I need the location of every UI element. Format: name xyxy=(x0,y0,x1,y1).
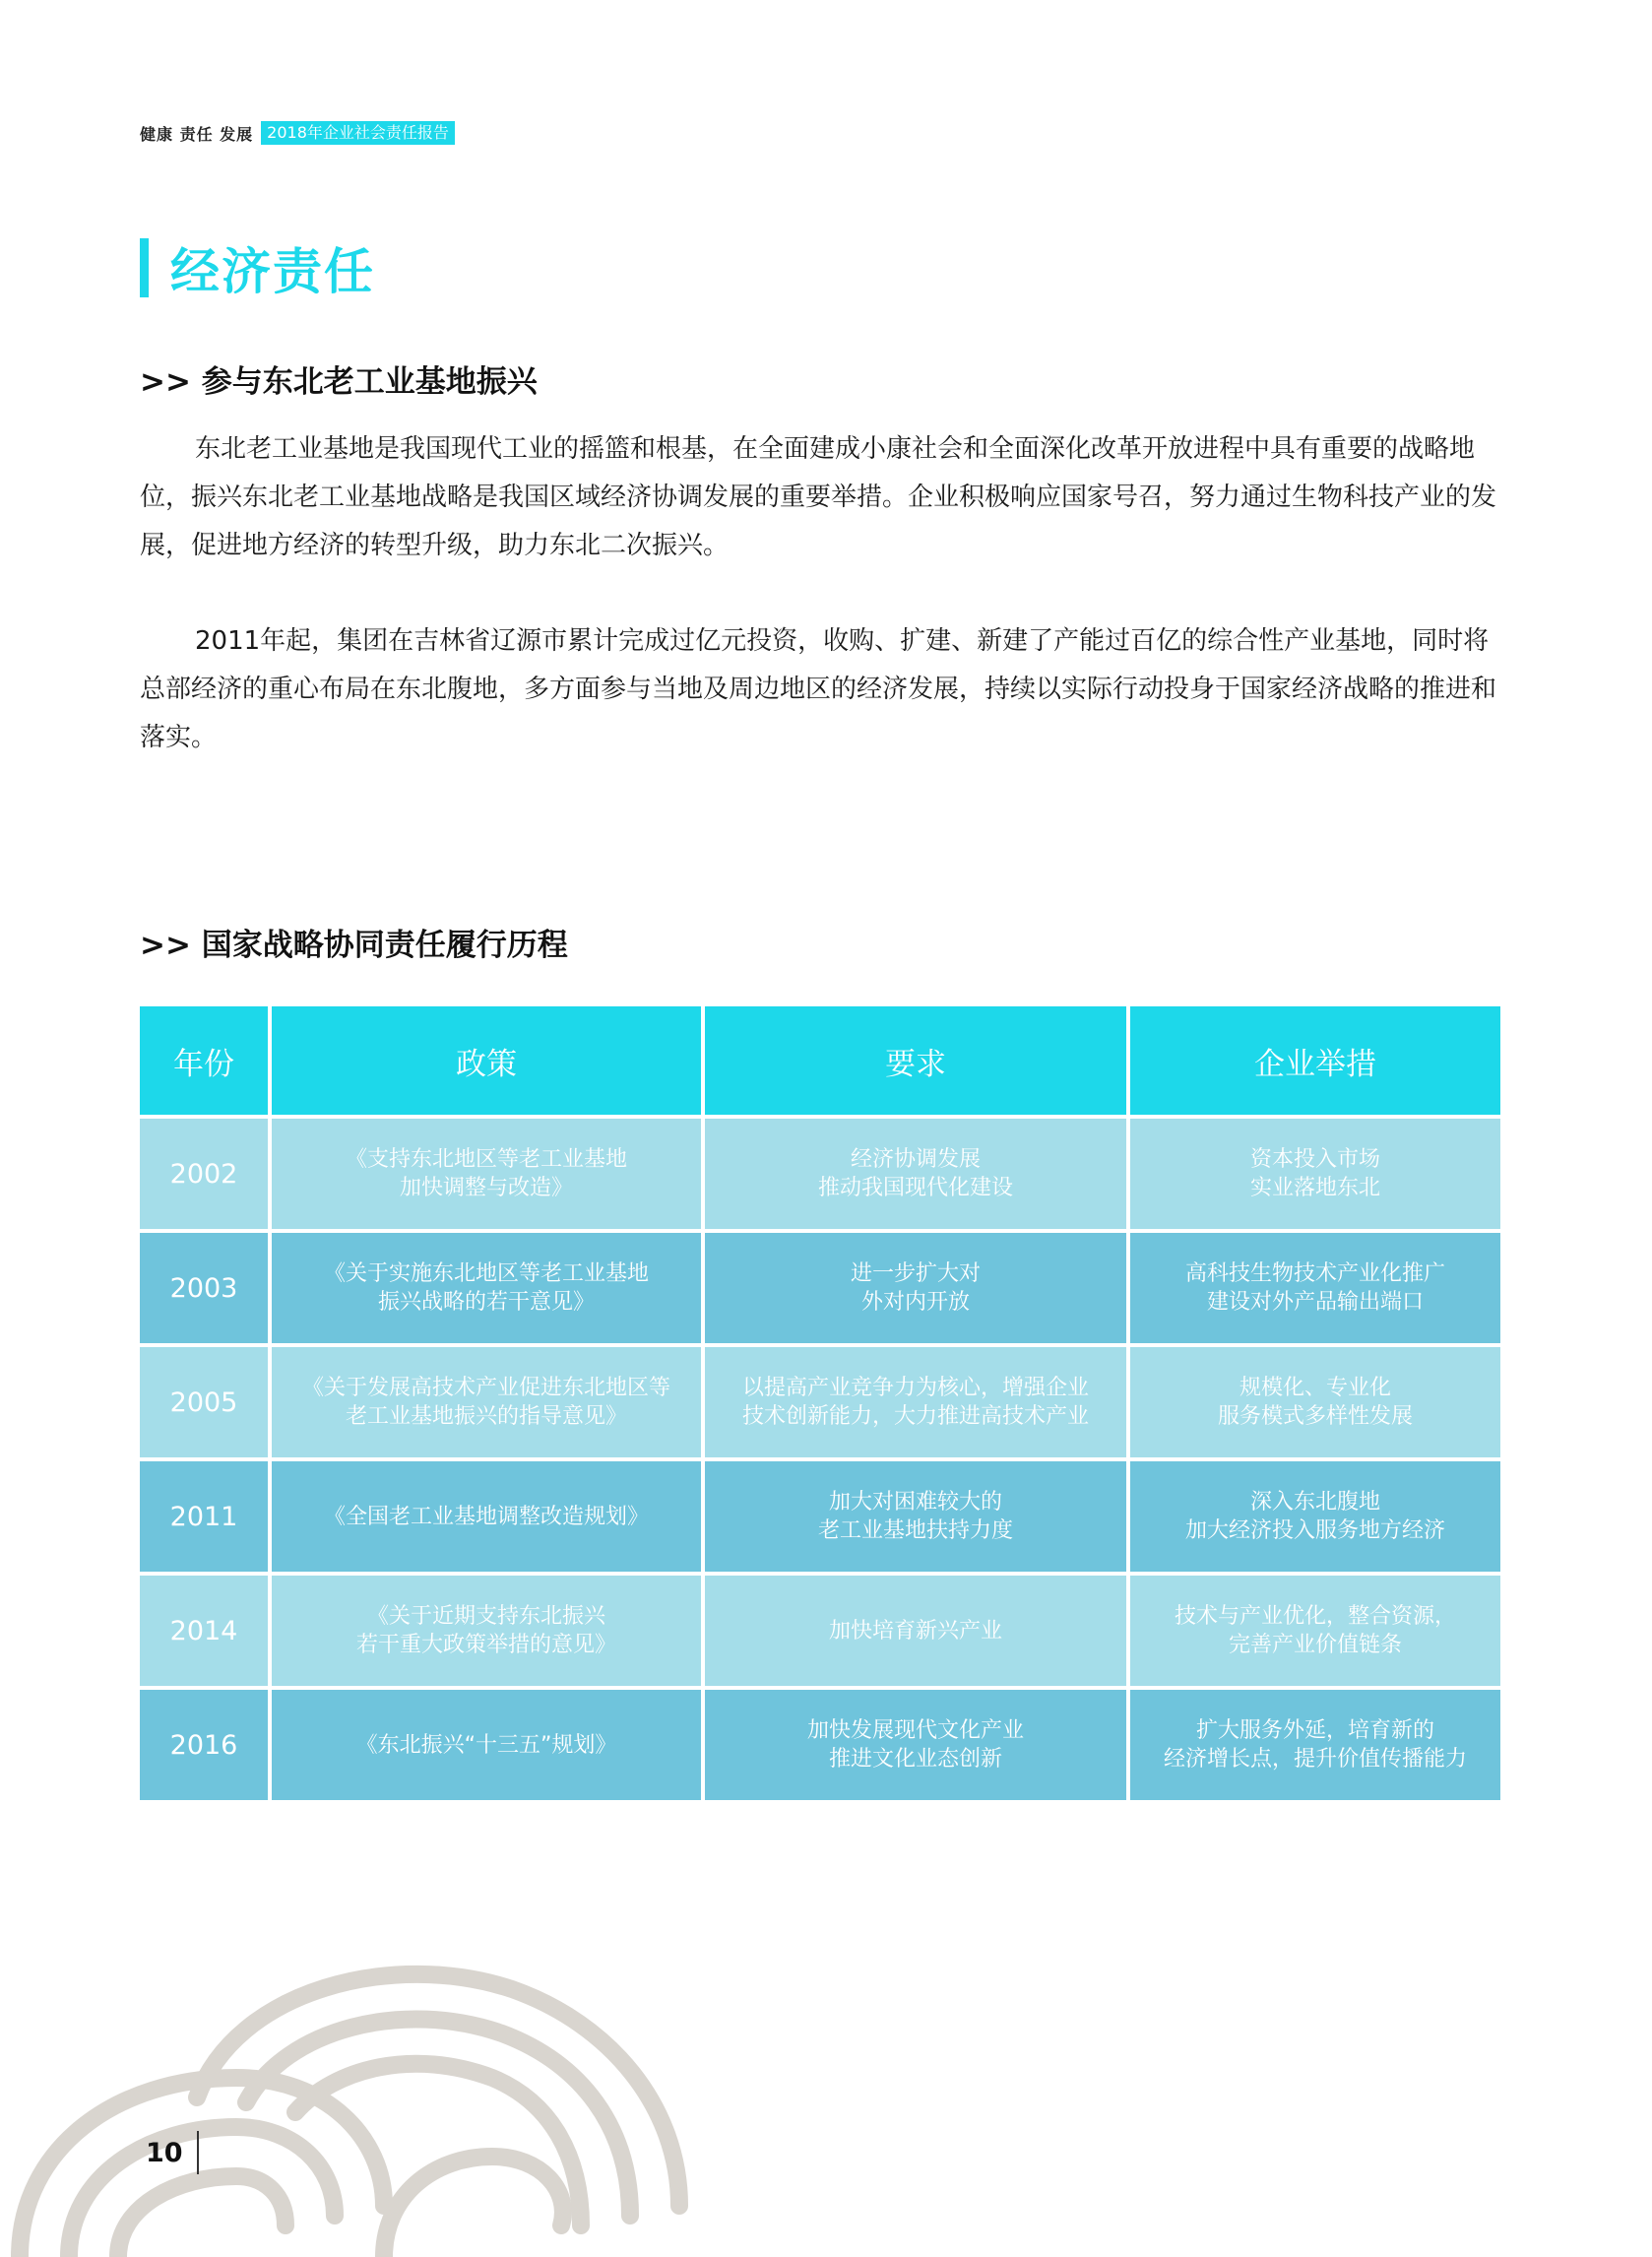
section-title xyxy=(140,236,375,299)
cell-policy: 《关于近期支持东北振兴 若干重大政策举措的意见》 xyxy=(272,1576,701,1686)
cell-policy: 《全国老工业基地调整改造规划》 xyxy=(272,1461,701,1572)
header-action: 企业举措 xyxy=(1130,1006,1500,1115)
cell-action: 高科技生物技术产业化推广 建设对外产品输出端口 xyxy=(1130,1233,1500,1343)
paragraph-1: 东北老工业基地是我国现代工业的摇篮和根基，在全面建成小康社会和全面深化改革开放进程中具有重要的战略地位，振兴东北老工业基地战略是我国区域经济协调发展的重要举措。企业积极响应国家号召，努力通过生物科技产业的发展，促进地方经济的转型升级，助力东北二次振兴。 xyxy=(140,434,1497,560)
table-row xyxy=(140,1347,1500,1457)
cell-action: 规模化、专业化 服务模式多样性发展 xyxy=(1130,1347,1500,1457)
subsection-title-timeline: >> 国家战略协同责任履行历程 xyxy=(140,928,568,963)
cell-requirement: 进一步扩大对 外对内开放 xyxy=(705,1233,1126,1343)
cell-requirement: 加快培育新兴产业 xyxy=(705,1576,1126,1686)
table-row xyxy=(140,1576,1500,1686)
cell-requirement: 加快发展现代文化产业 推进文化业态创新 xyxy=(705,1690,1126,1800)
cell-year: 2011 xyxy=(140,1461,268,1572)
table-row xyxy=(140,1119,1500,1229)
header-policy: 政策 xyxy=(272,1006,701,1115)
header-requirement: 要求 xyxy=(705,1006,1126,1115)
cell-policy: 《关于发展高技术产业促进东北地区等 老工业基地振兴的指导意见》 xyxy=(272,1347,701,1457)
cell-year: 2003 xyxy=(140,1233,268,1343)
table-row xyxy=(140,1233,1500,1343)
cell-policy: 《支持东北地区等老工业基地 加快调整与改造》 xyxy=(272,1119,701,1229)
table-row xyxy=(140,1461,1500,1572)
table-row xyxy=(140,1690,1500,1800)
cell-year: 2016 xyxy=(140,1690,268,1800)
cloud-pattern-decoration-icon xyxy=(0,1930,709,2257)
subsection-title-revitalization: >> 参与东北老工业基地振兴 xyxy=(140,364,538,400)
cell-requirement: 经济协调发展 推动我国现代化建设 xyxy=(705,1119,1126,1229)
cell-policy: 《关于实施东北地区等老工业基地 振兴战略的若干意见》 xyxy=(272,1233,701,1343)
cell-action: 资本投入市场 实业落地东北 xyxy=(1130,1119,1500,1229)
report-header xyxy=(140,120,455,146)
section-title-bar xyxy=(140,238,149,297)
table-header-row xyxy=(140,1006,1500,1115)
section-title-text: 经济责任 xyxy=(170,243,375,300)
cell-year: 2005 xyxy=(140,1347,268,1457)
cell-action: 深入东北腹地 加大经济投入服务地方经济 xyxy=(1130,1461,1500,1572)
cell-policy: 《东北振兴“十三五”规划》 xyxy=(272,1690,701,1800)
header-year: 年份 xyxy=(140,1006,268,1115)
header-tagline: 健康 责任 发展 xyxy=(140,124,254,144)
cell-requirement: 加大对困难较大的 老工业基地扶持力度 xyxy=(705,1461,1126,1572)
cell-requirement: 以提高产业竞争力为核心，增强企业 技术创新能力，大力推进高技术产业 xyxy=(705,1347,1126,1457)
cell-action: 技术与产业优化，整合资源， 完善产业价值链条 xyxy=(1130,1576,1500,1686)
paragraph-2: 2011年起，集团在吉林省辽源市累计完成过亿元投资，收购、扩建、新建了产能过百亿的综合性产业基地，同时将总部经济的重心布局在东北腹地，多方面参与当地及周边地区的经济发展，持续以实际行动投身于国家经济战略的推进和落实。 xyxy=(140,626,1497,752)
cell-year: 2002 xyxy=(140,1119,268,1229)
cell-year: 2014 xyxy=(140,1576,268,1686)
header-report-title: 2018年企业社会责任报告 xyxy=(261,121,455,145)
cell-action: 扩大服务外延，培育新的 经济增长点，提升价值传播能力 xyxy=(1130,1690,1500,1800)
page-number-text: 10 xyxy=(146,2137,183,2168)
page-number xyxy=(146,2131,199,2174)
strategy-timeline-table xyxy=(136,1002,1504,1804)
page-number-divider xyxy=(197,2131,199,2174)
